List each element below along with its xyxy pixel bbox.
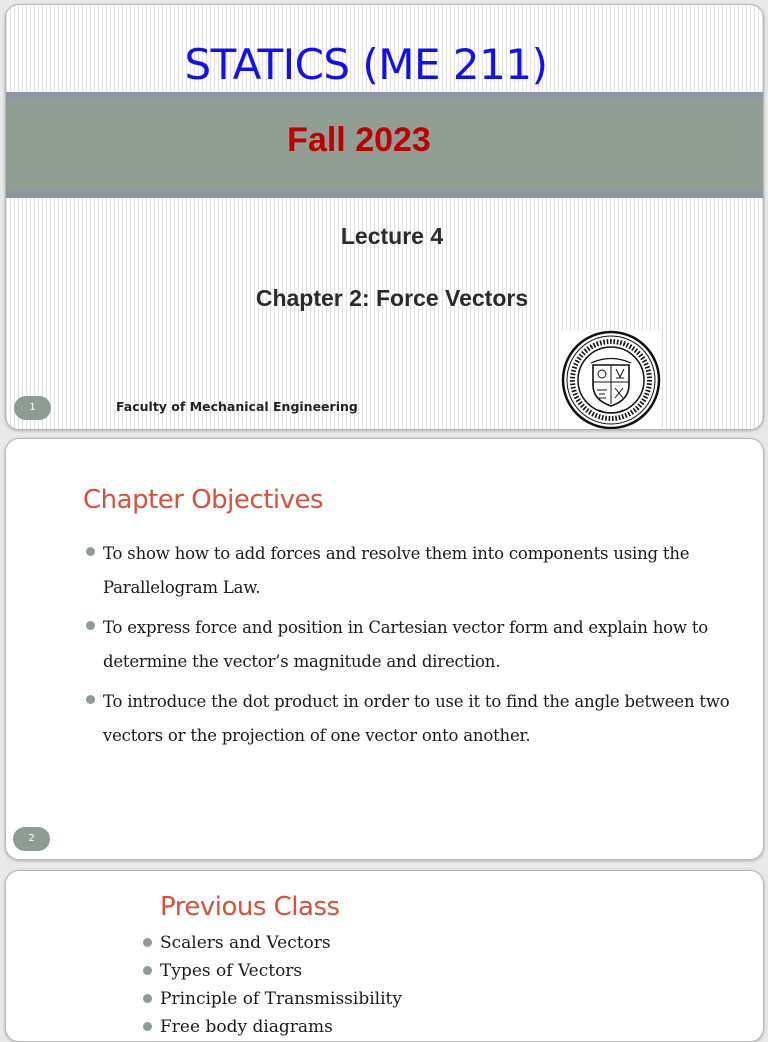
- bullet-icon: [143, 966, 152, 975]
- bullet-icon: [143, 1022, 152, 1031]
- bullet-icon: [143, 994, 152, 1003]
- faculty-name: Faculty of Mechanical Engineering: [116, 399, 358, 414]
- list-item: To introduce the dot product in order to use it to find the angle between two vectors or the projection of one vector onto another.: [86, 685, 736, 753]
- list-item: Principle of Transmissibility: [143, 985, 703, 1013]
- course-title: STATICS (ME 211): [184, 40, 548, 89]
- list-item: Types of Vectors: [143, 957, 703, 985]
- bullet-icon: [86, 695, 95, 704]
- slide-3-previous-class: [5, 870, 764, 1042]
- slide-2-objectives: [5, 438, 764, 860]
- list-item: Free body diagrams: [143, 1013, 703, 1041]
- list-item: To show how to add forces and resolve them into components using the Parallelogram Law.: [86, 537, 736, 605]
- page-number-badge: 1: [14, 396, 51, 420]
- page-number-badge: 2: [13, 827, 50, 851]
- bullet-icon: [86, 547, 95, 556]
- band-top-line: [6, 92, 763, 99]
- band-bottom-line: [6, 189, 763, 198]
- bullet-icon: [143, 938, 152, 947]
- chapter-title: Chapter 2: Force Vectors: [255, 285, 529, 311]
- slide-heading: Previous Class: [160, 892, 340, 922]
- objectives-list: [86, 537, 736, 759]
- list-item: Scalers and Vectors: [143, 929, 703, 957]
- list-item: To express force and position in Cartesian vector form and explain how to determine the vector’s magnitude and direction.: [86, 611, 736, 679]
- semester-label: Fall 2023: [287, 121, 431, 159]
- slide-1-title: [5, 4, 764, 430]
- previous-class-list: [143, 929, 703, 1041]
- lecture-number: Lecture 4: [340, 223, 444, 249]
- university-seal-icon: [561, 330, 661, 430]
- slide-heading: Chapter Objectives: [83, 485, 324, 515]
- bullet-icon: [86, 621, 95, 630]
